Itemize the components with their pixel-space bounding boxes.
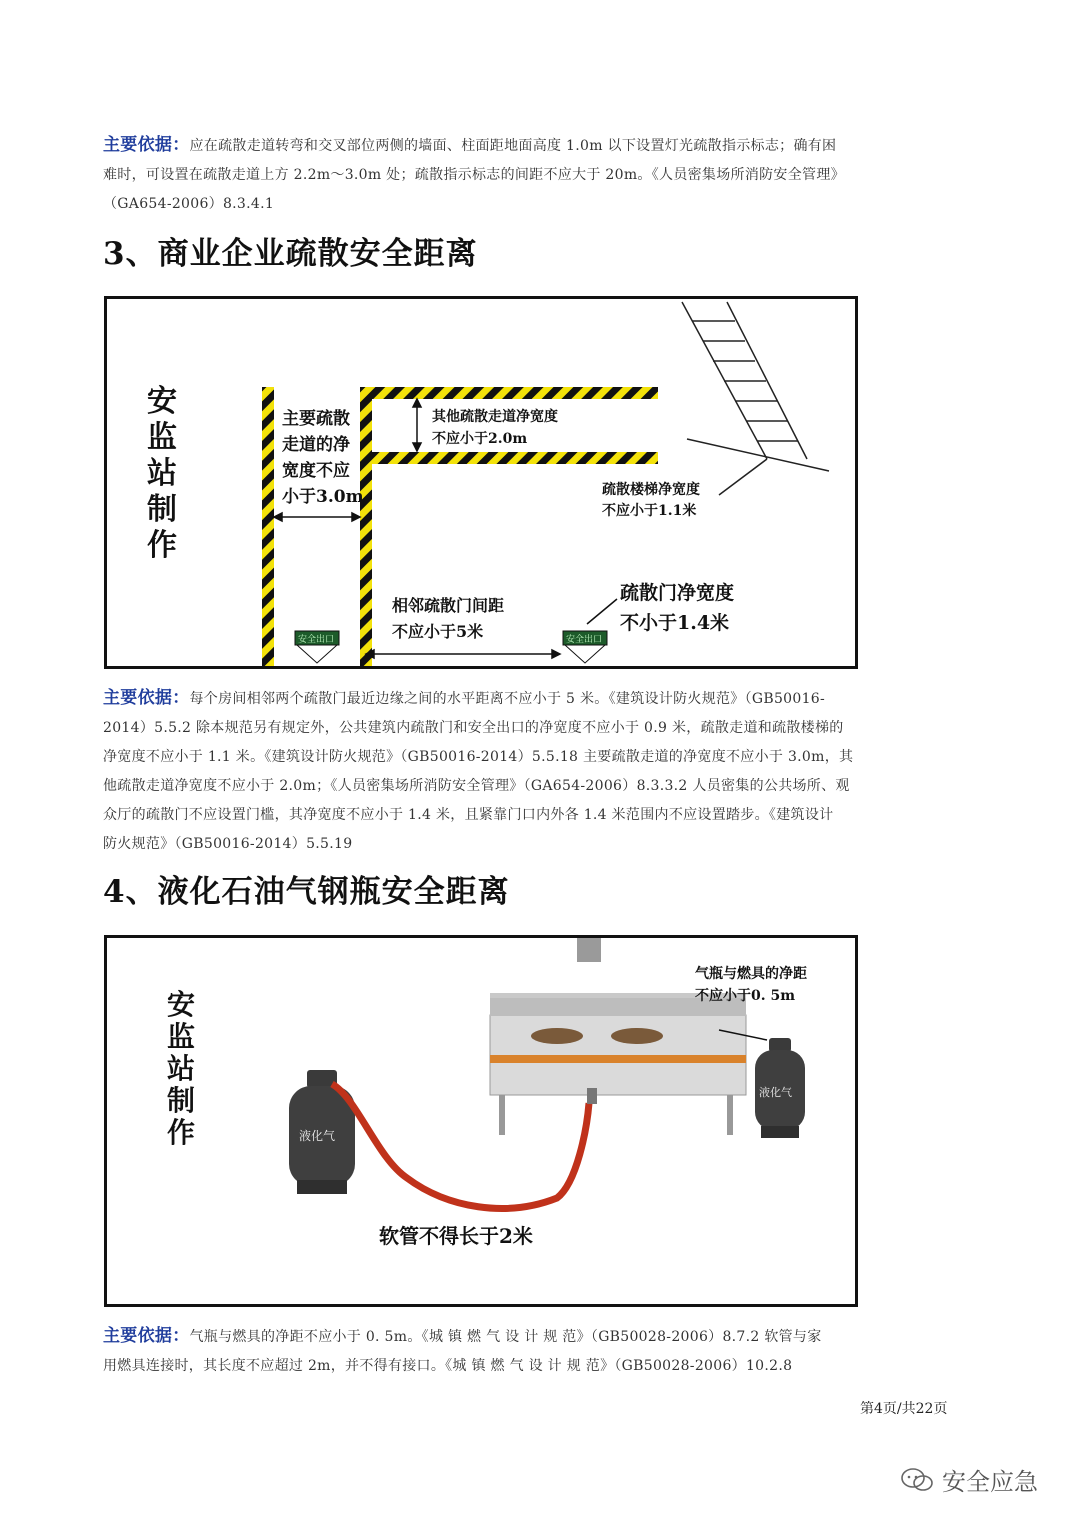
para2-line-2: 2014）5.5.2 除本规范另有规定外，公共建筑内疏散门和安全出口的净宽度不应小于 0.9 米，疏散走道和疏散楼梯的 bbox=[103, 720, 844, 736]
hazard-wall-inner bbox=[372, 452, 658, 464]
para2-line-3: 净宽度不应小于 1.1 米。《建筑设计防火规范》（GB50016-2014）5.5.18 主要疏散走道的净宽度不应小于 3.0m，其 bbox=[103, 749, 854, 765]
other-corridor-label bbox=[432, 408, 558, 447]
svg-text:不小于1.4米: 不小于1.4米 bbox=[620, 612, 730, 634]
para3-line-2: 用燃具连接时，其长度不应超过 2m，并不得有接口。《城 镇 燃 气 设 计 规 范》（GB50028-2006）10.2.8 bbox=[103, 1358, 793, 1374]
basis-paragraph-2 bbox=[103, 684, 948, 859]
basis-label: 主要依据： bbox=[103, 1326, 190, 1346]
watermark bbox=[900, 1462, 1038, 1497]
svg-text:不应小于0. 5m: 不应小于0. 5m bbox=[695, 988, 796, 1004]
hazard-wall-middle bbox=[360, 387, 372, 666]
basis-label: 主要依据： bbox=[103, 688, 190, 708]
para3-line-1: 气瓶与燃具的净距不应小于 0. 5m。《城 镇 燃 气 设 计 规 范》（GB50028-2006）8.7.2 软管与家 bbox=[189, 1329, 822, 1345]
svg-text:小于3.0m: 小于3.0m bbox=[282, 487, 364, 507]
section-4-title: 4、液化石油气钢瓶安全距离 bbox=[103, 874, 510, 910]
maker-char: 制 bbox=[147, 492, 177, 527]
maker-stamp bbox=[147, 384, 177, 563]
svg-text:其他疏散走道净宽度: 其他疏散走道净宽度 bbox=[432, 409, 558, 425]
watermark-text: 安全应急 bbox=[942, 1468, 1038, 1496]
stair-ladder bbox=[682, 302, 829, 495]
para1-line-3: （GA654-2006）8.3.4.1 bbox=[103, 196, 275, 212]
svg-text:站: 站 bbox=[167, 1052, 196, 1085]
para1-line-1: 应在疏散走道转弯和交叉部位两侧的墙面、柱面距地面高度 1.0m 以下设置灯光疏散指示标志；确有困 bbox=[189, 138, 837, 154]
evacuation-diagram bbox=[104, 296, 858, 669]
maker-char: 监 bbox=[147, 420, 177, 455]
basis-paragraph-1 bbox=[103, 131, 948, 219]
svg-text:疏散楼梯净宽度: 疏散楼梯净宽度 bbox=[602, 482, 700, 498]
svg-text:安: 安 bbox=[167, 988, 196, 1021]
para2-line-4: 他疏散走道净宽度不应小于 2.0m；《人员密集场所消防安全管理》（GA654-2006）8.3.3.2 人员密集的公共场所、观 bbox=[103, 778, 850, 794]
door-width-label bbox=[620, 581, 734, 634]
door-width-pointer bbox=[587, 599, 617, 624]
exit-sign-right bbox=[563, 631, 607, 663]
svg-text:安全出口: 安全出口 bbox=[566, 635, 603, 645]
svg-text:液化气: 液化气 bbox=[759, 1086, 792, 1099]
svg-text:相邻疏散门间距: 相邻疏散门间距 bbox=[392, 596, 505, 615]
main-corridor-label bbox=[282, 408, 364, 507]
para1-line-2: 难时，可设置在疏散走道上方 2.2m～3.0m 处；疏散指示标志的间距不应大于 20m。《人员密集场所消防安全管理》 bbox=[103, 167, 845, 183]
svg-text:不应小于2.0m: 不应小于2.0m bbox=[432, 431, 528, 447]
svg-text:宽度不应: 宽度不应 bbox=[282, 461, 350, 481]
page-number: 第4页/共22页 bbox=[860, 1401, 948, 1417]
para2-line-6: 防火规范》（GB50016-2014）5.5.19 bbox=[103, 836, 353, 852]
svg-text:不应小于1.1米: 不应小于1.1米 bbox=[602, 503, 697, 519]
exit-sign-left bbox=[295, 631, 339, 663]
para2-line-1: 每个房间相邻两个疏散门最近边缘之间的水平距离不应小于 5 米。《建筑设计防火规范》（GB50016- bbox=[189, 691, 826, 707]
hazard-wall-top bbox=[360, 387, 658, 399]
svg-text:作: 作 bbox=[167, 1116, 196, 1149]
wechat-icon bbox=[900, 1467, 934, 1493]
svg-text:气瓶与燃具的净距: 气瓶与燃具的净距 bbox=[695, 966, 807, 982]
lpg-cylinder-left bbox=[289, 1070, 355, 1194]
section-3-title: 3、商业企业疏散安全距离 bbox=[103, 236, 478, 272]
svg-text:安全出口: 安全出口 bbox=[298, 635, 335, 645]
svg-text:疏散门净宽度: 疏散门净宽度 bbox=[620, 582, 735, 604]
svg-text:主要疏散: 主要疏散 bbox=[282, 409, 350, 429]
door-gap-label bbox=[392, 596, 504, 641]
basis-paragraph-3 bbox=[103, 1322, 948, 1381]
lpg-diagram bbox=[104, 935, 858, 1307]
stairs-label bbox=[602, 481, 700, 519]
svg-text:制: 制 bbox=[167, 1084, 196, 1117]
maker-char: 站 bbox=[147, 456, 177, 491]
svg-text:液化气: 液化气 bbox=[299, 1129, 336, 1143]
svg-text:监: 监 bbox=[167, 1020, 196, 1053]
svg-text:走道的净: 走道的净 bbox=[282, 435, 350, 455]
maker-char: 安 bbox=[147, 384, 177, 419]
hazard-wall-left bbox=[262, 387, 274, 666]
para2-line-5: 众厅的疏散门不应设置门槛，其净宽度不应小于 1.4 米，且紧靠门口内外各 1.4 米范围内不应设置踏步。《建筑设计 bbox=[103, 807, 834, 823]
distance-label bbox=[695, 965, 807, 1004]
hose-label: 软管不得长于2米 bbox=[379, 1224, 533, 1248]
lpg-cylinder-right bbox=[755, 1038, 805, 1138]
maker-char: 作 bbox=[147, 528, 177, 563]
basis-label: 主要依据： bbox=[103, 135, 190, 155]
svg-text:不应小于5米: 不应小于5米 bbox=[392, 622, 484, 641]
gas-hose bbox=[332, 1084, 589, 1208]
maker-stamp bbox=[167, 988, 195, 1149]
